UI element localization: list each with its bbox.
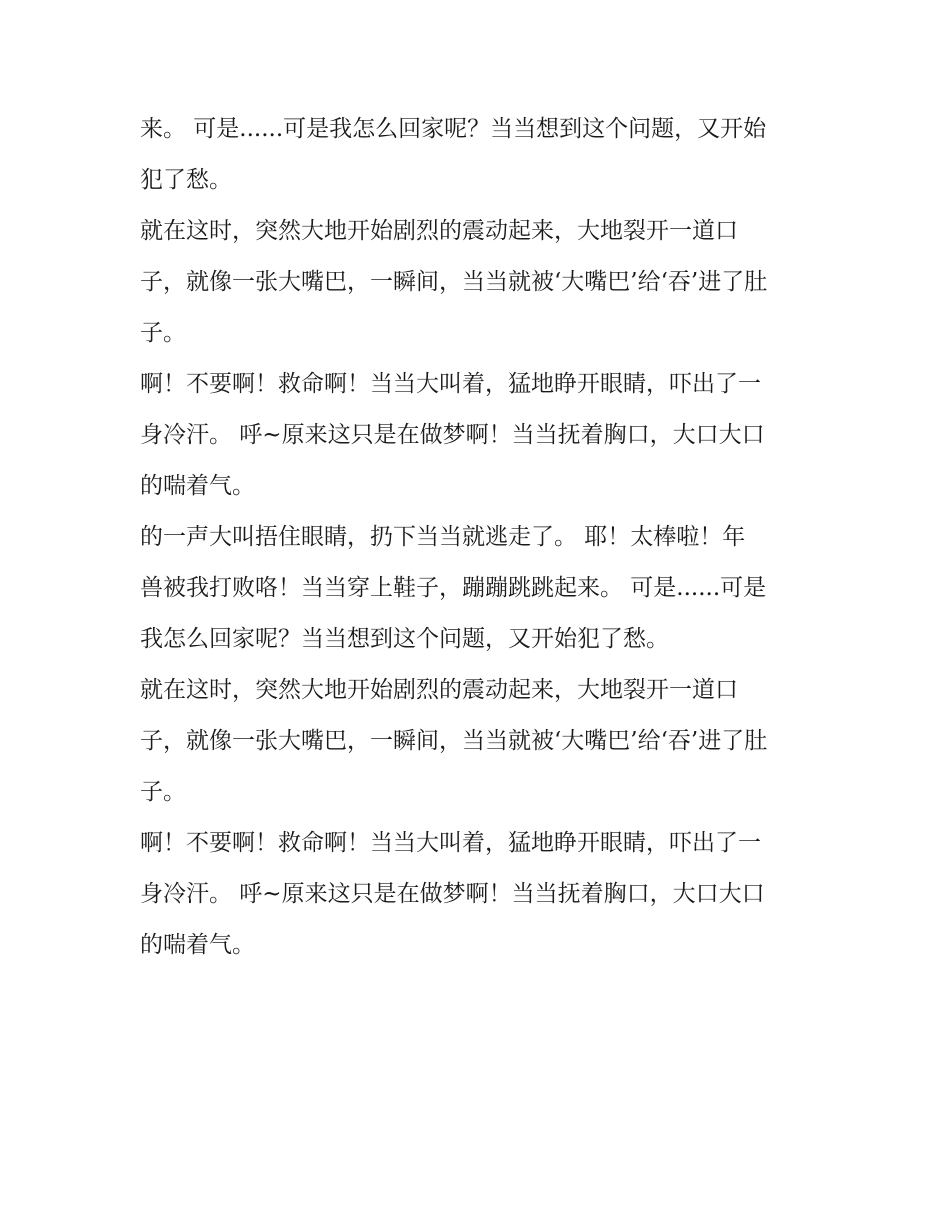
text-line: 来。 可是......可是我怎么回家呢？当当想到这个问题，又开始 (140, 116, 767, 142)
text-line: 的一声大叫捂住眼睛，扔下当当就逃走了。 耶！太棒啦！年 (140, 524, 746, 550)
text-line: 的喘着气。 (140, 932, 255, 958)
text-line: 啊！不要啊！救命啊！当当大叫着，猛地睁开眼睛，吓出了一 (140, 371, 761, 397)
text-line: 子，就像一张大嘴巴，一瞬间，当当就被‘大嘴巴’给‘吞’进了肚 (140, 269, 768, 295)
text-line: 子。 (140, 320, 186, 346)
text-line: 子。 (140, 779, 186, 805)
text-line: 的喘着气。 (140, 473, 255, 499)
text-line: 犯了愁。 (140, 167, 232, 193)
text-line: 我怎么回家呢？当当想到这个问题，又开始犯了愁。 (140, 626, 669, 652)
text-line: 兽被我打败咯！当当穿上鞋子，蹦蹦跳跳起来。 可是......可是 (140, 575, 767, 601)
text-line: 就在这时，突然大地开始剧烈的震动起来，大地裂开一道口 (140, 218, 738, 244)
body-text (140, 104, 820, 971)
text-line: 啊！不要啊！救命啊！当当大叫着，猛地睁开眼睛，吓出了一 (140, 830, 761, 856)
text-line: 身冷汗。 呼~原来这只是在做梦啊！当当抚着胸口，大口大口 (140, 881, 765, 907)
text-line: 身冷汗。 呼~原来这只是在做梦啊！当当抚着胸口，大口大口 (140, 422, 765, 448)
text-line: 子，就像一张大嘴巴，一瞬间，当当就被‘大嘴巴’给‘吞’进了肚 (140, 728, 768, 754)
text-line: 就在这时，突然大地开始剧烈的震动起来，大地裂开一道口 (140, 677, 738, 703)
